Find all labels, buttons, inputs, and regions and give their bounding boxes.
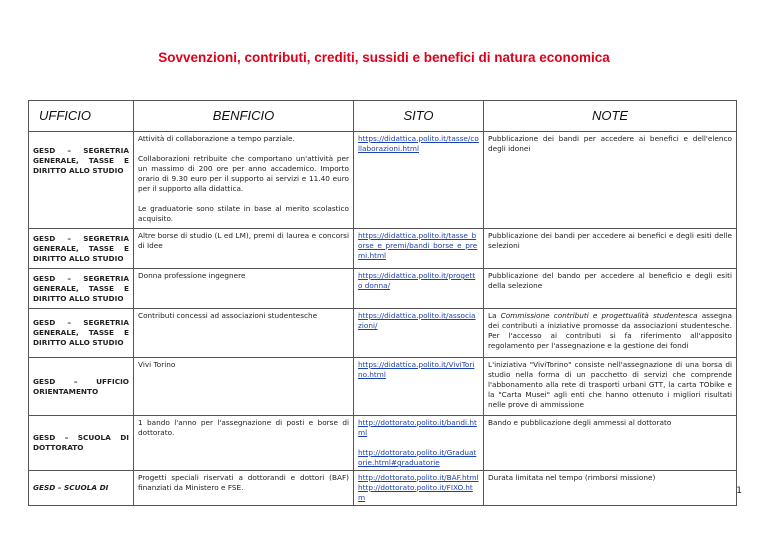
cell-ufficio: GESD – SEGRETRIA GENERALE, TASSE E DIRITTO ALLO STUDIO bbox=[29, 269, 134, 309]
cell-beneficio: Donna professione ingegnere bbox=[134, 269, 354, 309]
table-row bbox=[29, 416, 737, 471]
cell-beneficio bbox=[134, 132, 354, 229]
cell-ufficio: GESD – SEGRETRIA GENERALE, TASSE E DIRITTO ALLO STUDIO bbox=[29, 132, 134, 229]
page-number: 1 bbox=[736, 486, 742, 496]
table-header-row bbox=[29, 101, 737, 132]
note-text-italic: Commissione contributi e progettualità studentesca bbox=[500, 311, 698, 320]
note-text: La bbox=[488, 311, 501, 320]
note-text: assegna dei contributi a iniziative promosse da associazioni studentesche. Per l'accesso ai contributi si fa riferimento all'apposito regolamento per l'assegnazione e la gestione dei fondi bbox=[488, 311, 732, 350]
cell-note: Bando e pubblicazione degli ammessi al dottorato bbox=[484, 416, 737, 471]
cell-beneficio: Contributi concessi ad associazioni studentesche bbox=[134, 309, 354, 358]
site-link[interactable]: https://didattica.polito.it/tasse/collaborazioni.html bbox=[358, 134, 479, 153]
cell-ufficio: GESD – SCUOLA DI DOTTORATO bbox=[29, 416, 134, 471]
cell-sito bbox=[354, 229, 484, 269]
site-link[interactable]: http://dottorato.polito.it/BAF.html bbox=[358, 473, 479, 482]
beneficio-text: Le graduatorie sono stilate in base al merito scolastico acquisito. bbox=[138, 204, 349, 223]
page-title: Sovvenzioni, contributi, crediti, sussidi e benefici di natura economica bbox=[158, 50, 610, 65]
table-row bbox=[29, 471, 737, 506]
site-link[interactable]: http://dottorato.polito.it/bandi.html bbox=[358, 418, 477, 437]
table-row bbox=[29, 132, 737, 229]
cell-sito bbox=[354, 471, 484, 506]
cell-beneficio: Altre borse di studio (L ed LM), premi di laurea e concorsi di Idee bbox=[134, 229, 354, 269]
cell-note: Durata limitata nel tempo (rimborsi missione) bbox=[484, 471, 737, 506]
beneficio-text: Attività di collaborazione a tempo parziale. bbox=[138, 134, 295, 143]
cell-beneficio: Vivi Torino bbox=[134, 358, 354, 416]
cell-sito bbox=[354, 358, 484, 416]
cell-note bbox=[484, 309, 737, 358]
site-link[interactable]: http://dottorato.polito.it/Graduatorie.html#graduatorie bbox=[358, 448, 477, 467]
header-sito: SITO bbox=[354, 101, 484, 132]
header-ufficio: UFFICIO bbox=[29, 101, 134, 132]
cell-sito bbox=[354, 309, 484, 358]
cell-ufficio: GESD – SEGRETRIA GENERALE, TASSE E DIRITTO ALLO STUDIO bbox=[29, 229, 134, 269]
site-link[interactable]: https://didattica.polito.it/progetto donna/ bbox=[358, 271, 476, 290]
site-link[interactable]: http://dottorato.polito.it/FIXO.htm bbox=[358, 483, 473, 502]
cell-ufficio: GESD – SCUOLA DI bbox=[29, 471, 134, 506]
cell-sito bbox=[354, 269, 484, 309]
cell-ufficio: GESD – SEGRETRIA GENERALE, TASSE E DIRITTO ALLO STUDIO bbox=[29, 309, 134, 358]
table-row bbox=[29, 229, 737, 269]
site-link[interactable]: https://didattica.polito.it/tasse_borse_e_premi/bandi_borse_e_premi.html bbox=[358, 231, 478, 260]
cell-note: Pubblicazione dei bandi per accedere ai benefici e dell'elenco degli idonei bbox=[484, 132, 737, 229]
cell-ufficio: GESD – UFFICIO ORIENTAMENTO bbox=[29, 358, 134, 416]
cell-sito bbox=[354, 132, 484, 229]
table-row bbox=[29, 309, 737, 358]
cell-note: Pubblicazione dei bandi per accedere ai benefici e degli esiti delle selezioni bbox=[484, 229, 737, 269]
cell-beneficio: 1 bando l'anno per l'assegnazione di posti e borse di dottorato. bbox=[134, 416, 354, 471]
header-note: NOTE bbox=[484, 101, 737, 132]
cell-sito bbox=[354, 416, 484, 471]
beneficio-text: Collaborazioni retribuite che comportano un'attività per un massimo di 200 ore per anno accademico. Importo orario di 9.30 euro per il supporto ai servizi e 11.40 euro per il supporto alla didattica. bbox=[138, 154, 349, 193]
table-row bbox=[29, 358, 737, 416]
site-link[interactable]: https://didattica.polito.it/associazioni/ bbox=[358, 311, 476, 330]
site-link[interactable]: https://didattica.polito.it/ViviTorino.html bbox=[358, 360, 475, 379]
header-beneficio: BENFICIO bbox=[134, 101, 354, 132]
cell-note: Pubblicazione del bando per accedere al beneficio e degli esiti della selezione bbox=[484, 269, 737, 309]
cell-note: L'iniziativa "ViviTorino" consiste nell'assegnazione di una borsa di studio nella forma di un pacchetto di servizi che comprende l'abbonamento alla rete di trasporti urbani GTT, la carta TObike e la "Carta Musei" agli enti che hanno ottenuto i migliori risultati nelle prove di ammissione bbox=[484, 358, 737, 416]
benefits-table bbox=[28, 100, 737, 506]
cell-beneficio: Progetti speciali riservati a dottorandi e dottori (BAF) finanziati da Ministero e FSE. bbox=[134, 471, 354, 506]
table-row bbox=[29, 269, 737, 309]
